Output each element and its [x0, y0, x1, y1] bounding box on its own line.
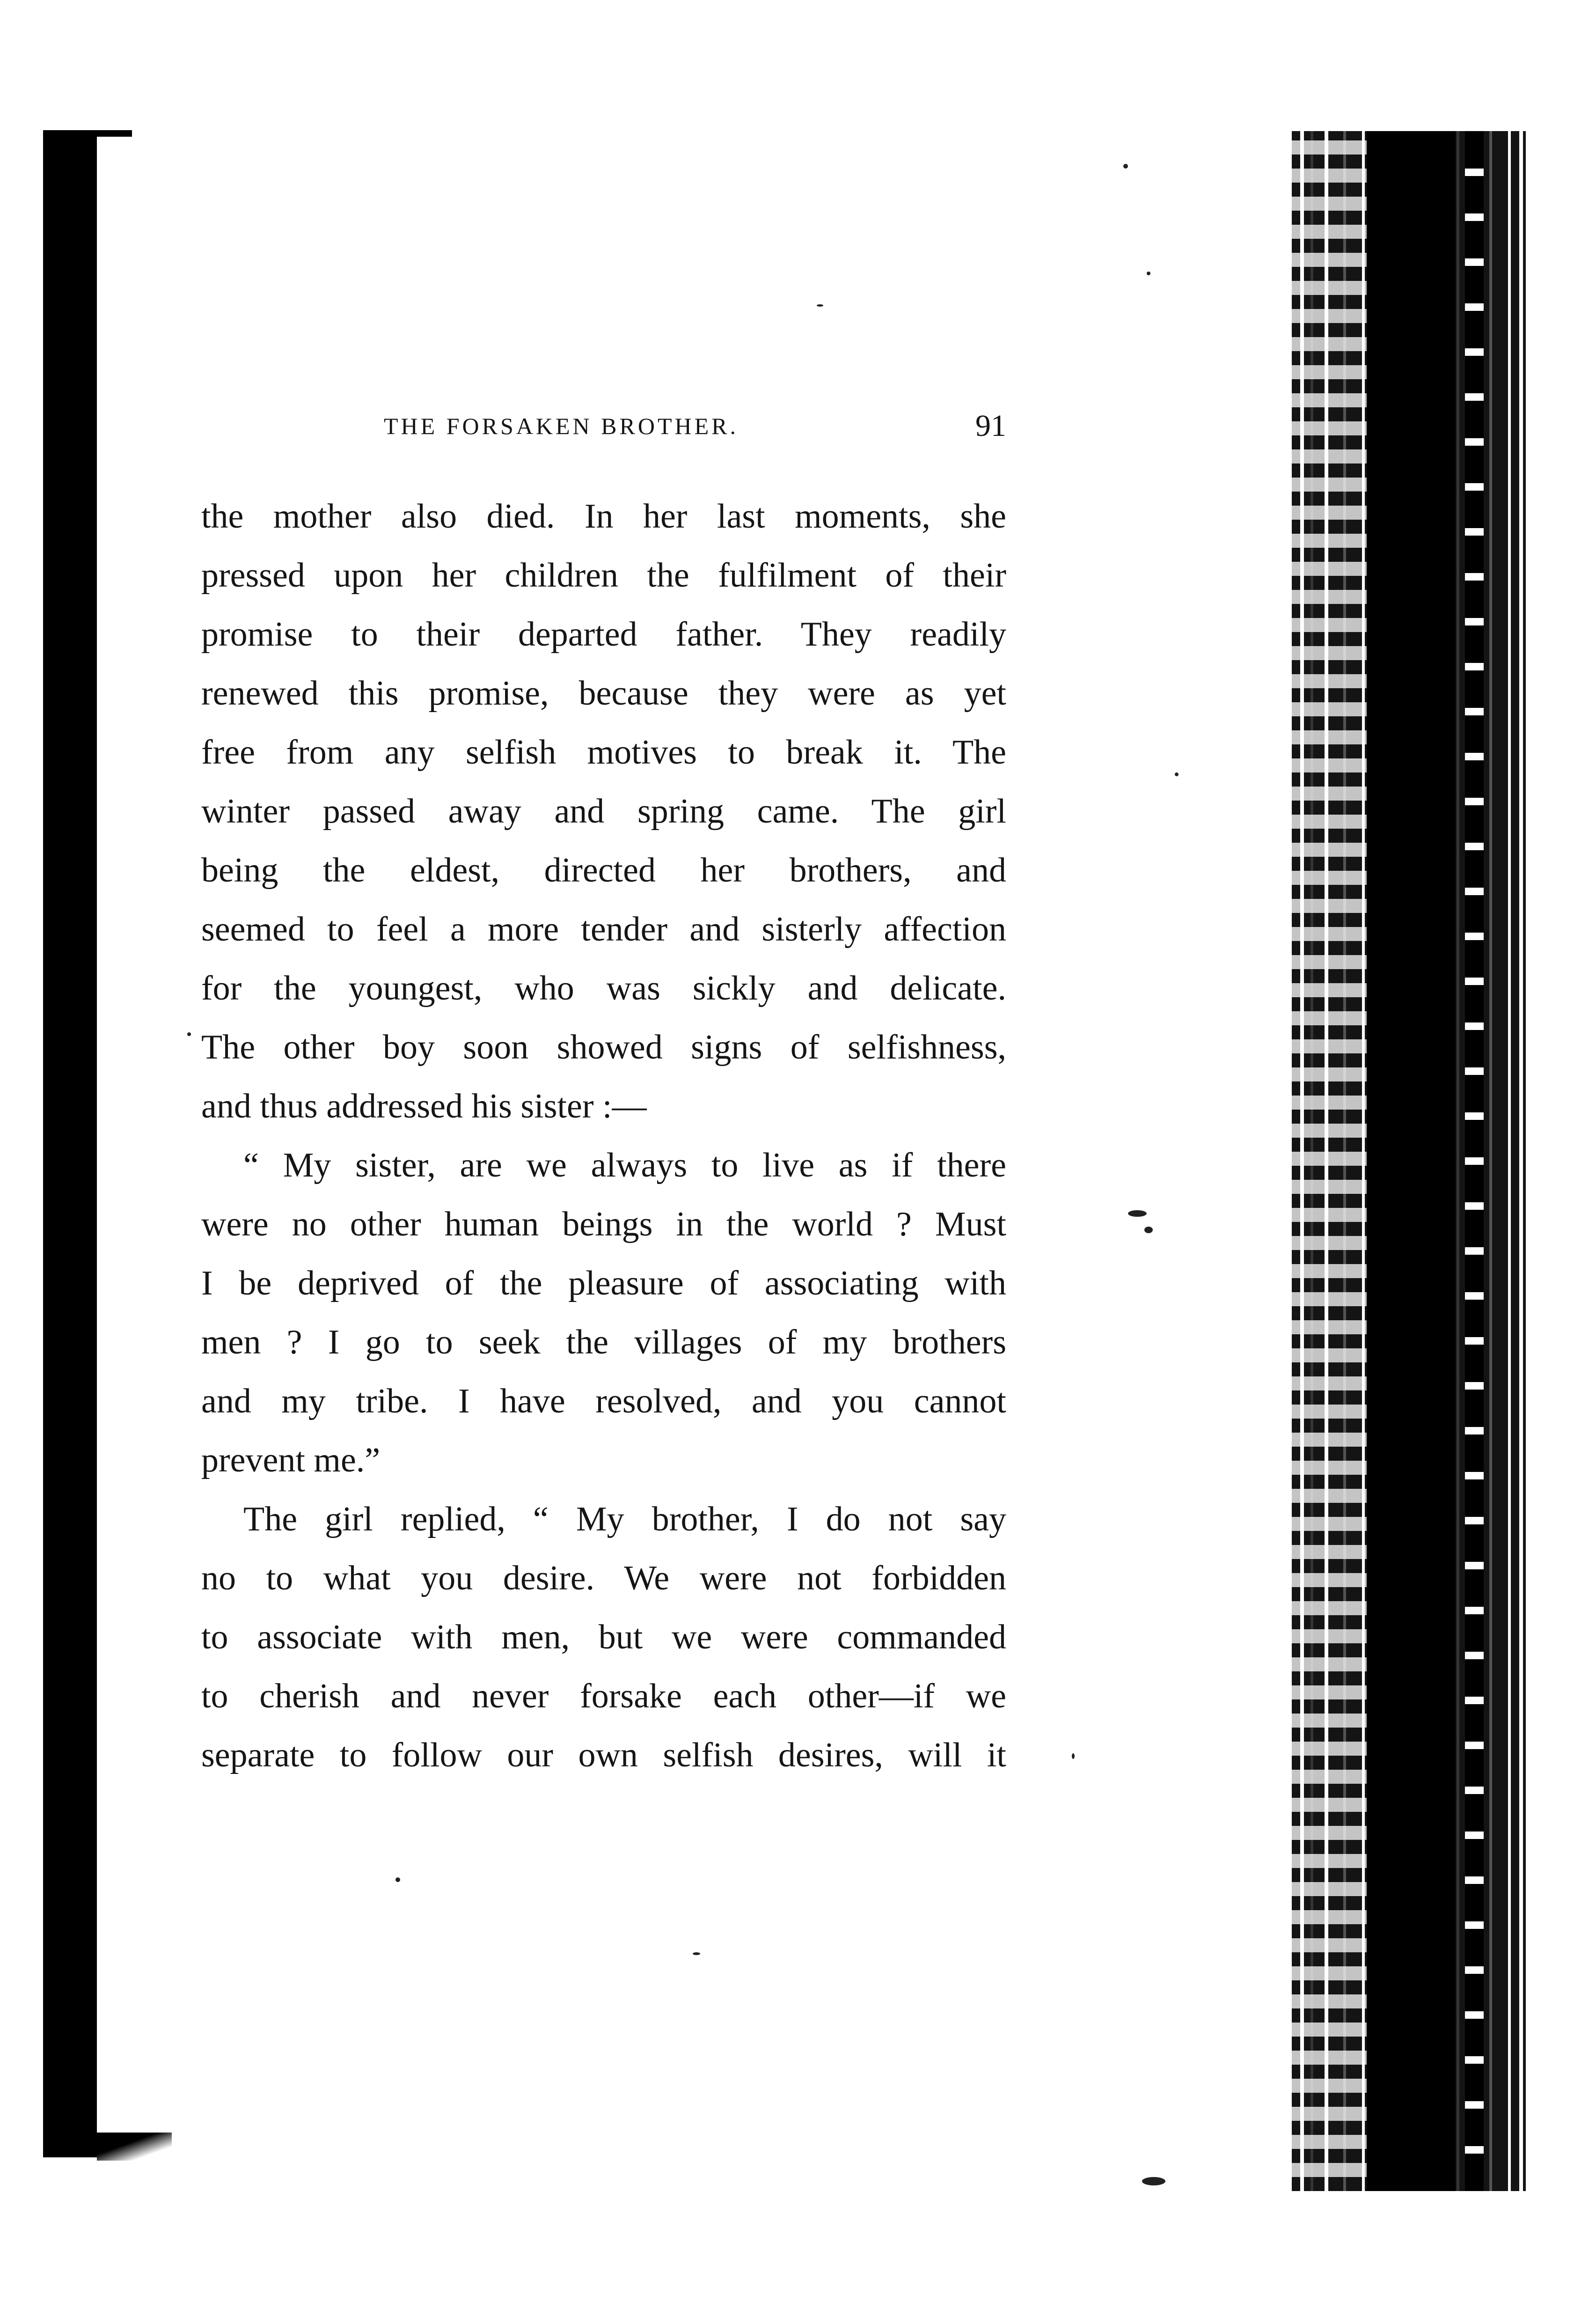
- scan-speck: [1144, 1227, 1153, 1233]
- text-line: The other boy soon showed signs of selfishness,: [201, 1028, 1006, 1067]
- left-page-edge: [43, 130, 97, 2157]
- right-gutter-strip: [1465, 131, 1484, 2191]
- scan-speck: [693, 1952, 700, 1955]
- scan-speck: [187, 1032, 191, 1036]
- right-gutter-solid: [1367, 131, 1456, 2191]
- page-number: 91: [975, 409, 1006, 443]
- text-line: to cherish and never forsake each other—if we: [201, 1677, 1006, 1715]
- text-line: promise to their departed father. They readily: [201, 615, 1006, 654]
- scan-speck: [1142, 2177, 1165, 2185]
- page-header: [201, 398, 1006, 454]
- text-line: I be deprived of the pleasure of associating with: [201, 1264, 1006, 1302]
- text-line: renewed this promise, because they were as yet: [201, 674, 1006, 713]
- text-line: and thus addressed his sister :—: [201, 1087, 647, 1125]
- text-line: winter passed away and spring came. The girl: [201, 792, 1006, 831]
- text-line: separate to follow our own selfish desires, will it: [201, 1736, 1006, 1774]
- scan-speck: [395, 1877, 400, 1882]
- text-line: free from any selfish motives to break it. The: [201, 733, 1006, 772]
- text-line: “ My sister, are we always to live as if there: [243, 1146, 1006, 1184]
- text-line: seemed to feel a more tender and sisterly affection: [201, 910, 1006, 949]
- body-text: [201, 487, 1006, 1785]
- scan-speck: [1175, 772, 1179, 776]
- scan-speck: [1072, 1753, 1075, 1759]
- text-line: for the youngest, who was sickly and delicate.: [201, 969, 1006, 1008]
- left-page-edge-foot: [97, 2133, 172, 2161]
- text-line: and my tribe. I have resolved, and you cannot: [201, 1382, 1006, 1420]
- text-line: men ? I go to seek the villages of my brothers: [201, 1323, 1006, 1361]
- running-head: THE FORSAKEN BROTHER.: [384, 413, 739, 439]
- scan-speck: [1123, 164, 1128, 169]
- scan-speck: [817, 304, 823, 307]
- left-page-edge-cap: [43, 130, 132, 137]
- text-line: to associate with men, but we were commanded: [201, 1618, 1006, 1656]
- text-line: The girl replied, “ My brother, I do not say: [243, 1500, 1006, 1538]
- text-line: being the eldest, directed her brothers, and: [201, 851, 1006, 890]
- text-line: the mother also died. In her last moments, she: [201, 497, 1006, 536]
- scan-speck: [1147, 272, 1150, 275]
- text-line: no to what you desire. We were not forbidden: [201, 1559, 1006, 1597]
- scan-speck: [1128, 1210, 1147, 1217]
- text-line: were no other human beings in the world ? Must: [201, 1205, 1006, 1243]
- text-line: prevent me.”: [201, 1441, 381, 1479]
- right-gutter-noise: [1292, 131, 1367, 2191]
- text-line: pressed upon her children the fulfilment of their: [201, 556, 1006, 595]
